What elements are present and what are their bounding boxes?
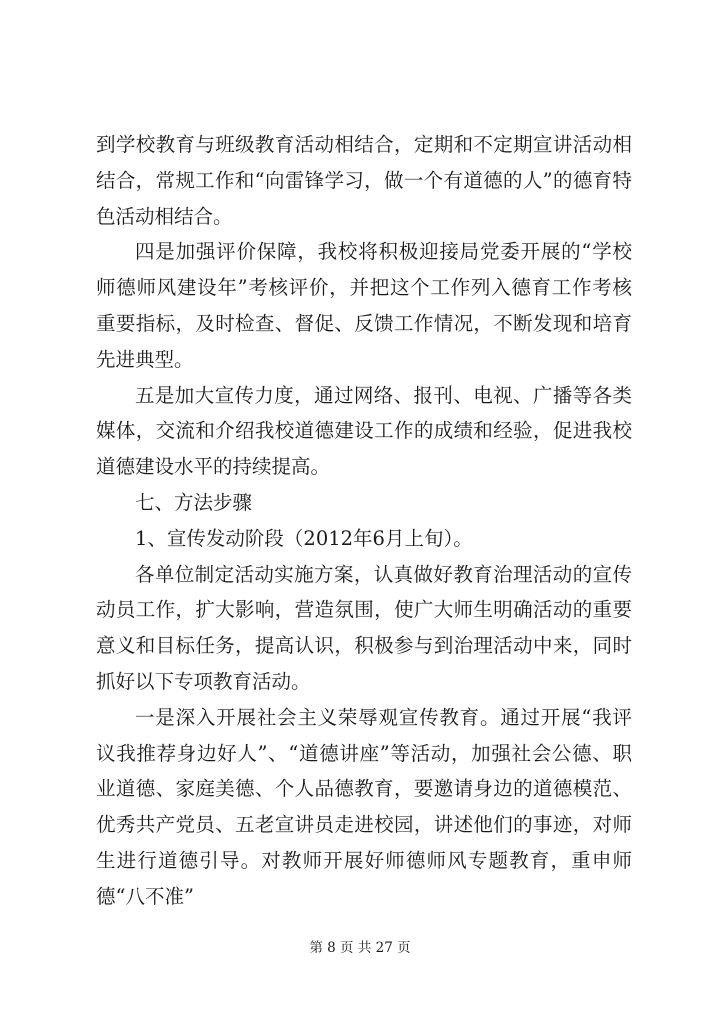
section-heading: 七、方法步骤 — [135, 490, 253, 514]
document-body — [96, 127, 632, 915]
paragraph: 四是加强评价保障，我校将积极迎接局党委开展的“学校师德师风建设年”考核评价，并把这个工作列入德育工作考核重要指标，及时检查、督促、反馈工作情况，不断发现和培育先进典型。 — [96, 240, 632, 371]
paragraph: 五是加大宣传力度，通过网络、报刊、电视、广播等各类媒体，交流和介绍我校道德建设工作的成绩和经验，促进我校道德建设水平的持续提高。 — [96, 383, 632, 479]
paragraph: 各单位制定活动实施方案，认真做好教育治理活动的宣传动员工作，扩大影响，营造氛围，使广大师生明确活动的重要意义和目标任务，提高认识，积极参与到治理活动中来，同时抓好以下专项教育活动。 — [96, 562, 632, 693]
paragraph: 到学校教育与班级教育活动相结合，定期和不定期宣讲活动相结合，常规工作和“向雷锋学习，做一个有道德的人”的德育特色活动相结合。 — [96, 133, 632, 228]
paragraph: 一是深入开展社会主义荣辱观宣传教育。通过开展“我评议我推荐身边好人”、“道德讲座”等活动，加强社会公德、职业道德、家庭美德、个人品德教育，要邀请身边的道德模范、优秀共产党员、五老宣讲员走进校园，讲述他们的事迹，对师生进行道德引导。对教师开展好师德师风专题教育，重申师德“八不准” — [96, 705, 632, 908]
subsection-heading: 1、宣传发动阶段（2012年6月上旬）。 — [135, 526, 473, 550]
page-number-footer: 第 8 页 共 27 页 — [309, 940, 411, 956]
